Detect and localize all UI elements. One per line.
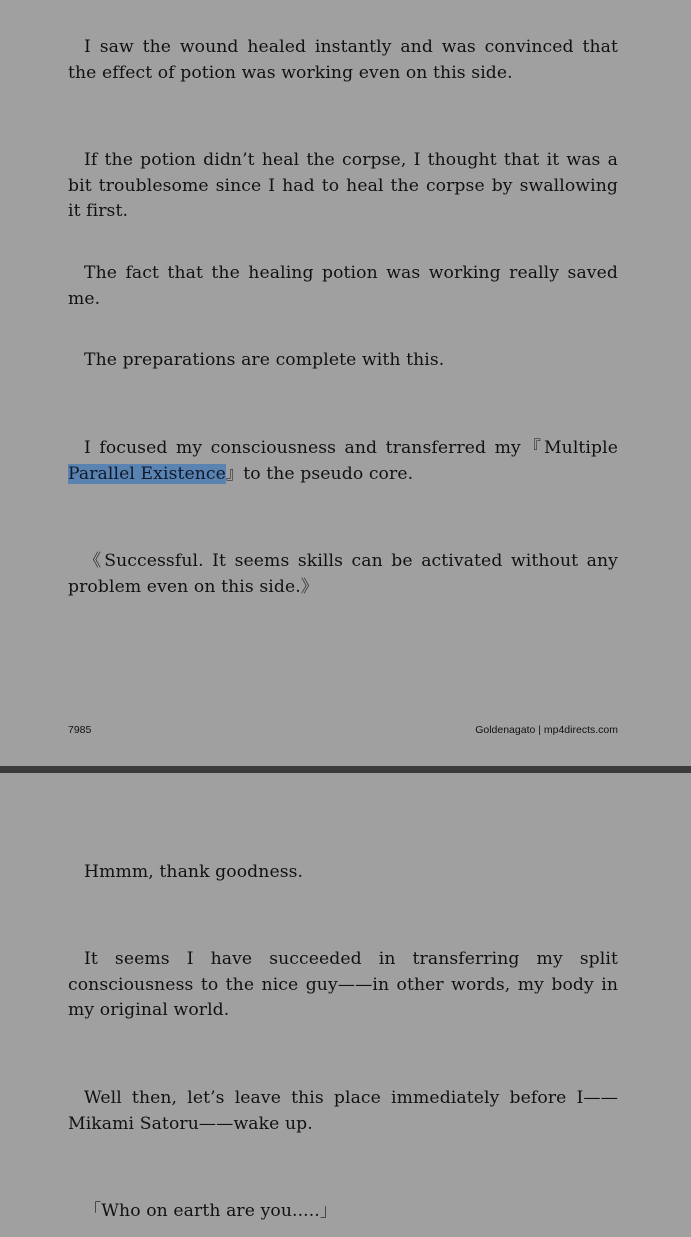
paragraph-5-end: 』to the pseudo core.: [225, 463, 414, 484]
selected-text-highlight[interactable]: Parallel Existence: [68, 463, 226, 484]
paragraph-2: If the potion didn’t heal the corpse, I thought that it was a bit troublesome since I had to heal the corpse by swallowing it first.: [68, 150, 618, 221]
page-number: 7985: [68, 724, 92, 736]
paragraph-3: The fact that the healing potion was working really saved me.: [68, 263, 618, 309]
translation-credit: Goldenagato | mp4directs.com: [475, 724, 618, 736]
paragraph-10: 「Who on earth are you.....」: [84, 1201, 338, 1221]
paragraph-7: Hmmm, thank goodness.: [84, 862, 304, 882]
paragraph-1: I saw the wound healed instantly and was convinced that the effect of potion was working even on this side.: [68, 37, 618, 83]
page-divider: [0, 766, 691, 773]
paragraph-9: Well then, let’s leave this place immediately before I——Mikami Satoru——wake up.: [68, 1088, 618, 1134]
paragraph-5-start: I focused my consciousness and transferred my『Multiple: [84, 438, 618, 458]
paragraph-6: 《Successful. It seems skills can be activated without any problem even on this side.》: [68, 551, 618, 597]
paragraph-5: [68, 436, 618, 487]
book-page-bottom: [0, 773, 691, 1237]
paragraph-4: The preparations are complete with this.: [84, 350, 445, 370]
paragraph-8: It seems I have succeeded in transferring my split consciousness to the nice guy——in other words, my body in my original world.: [68, 949, 618, 1020]
